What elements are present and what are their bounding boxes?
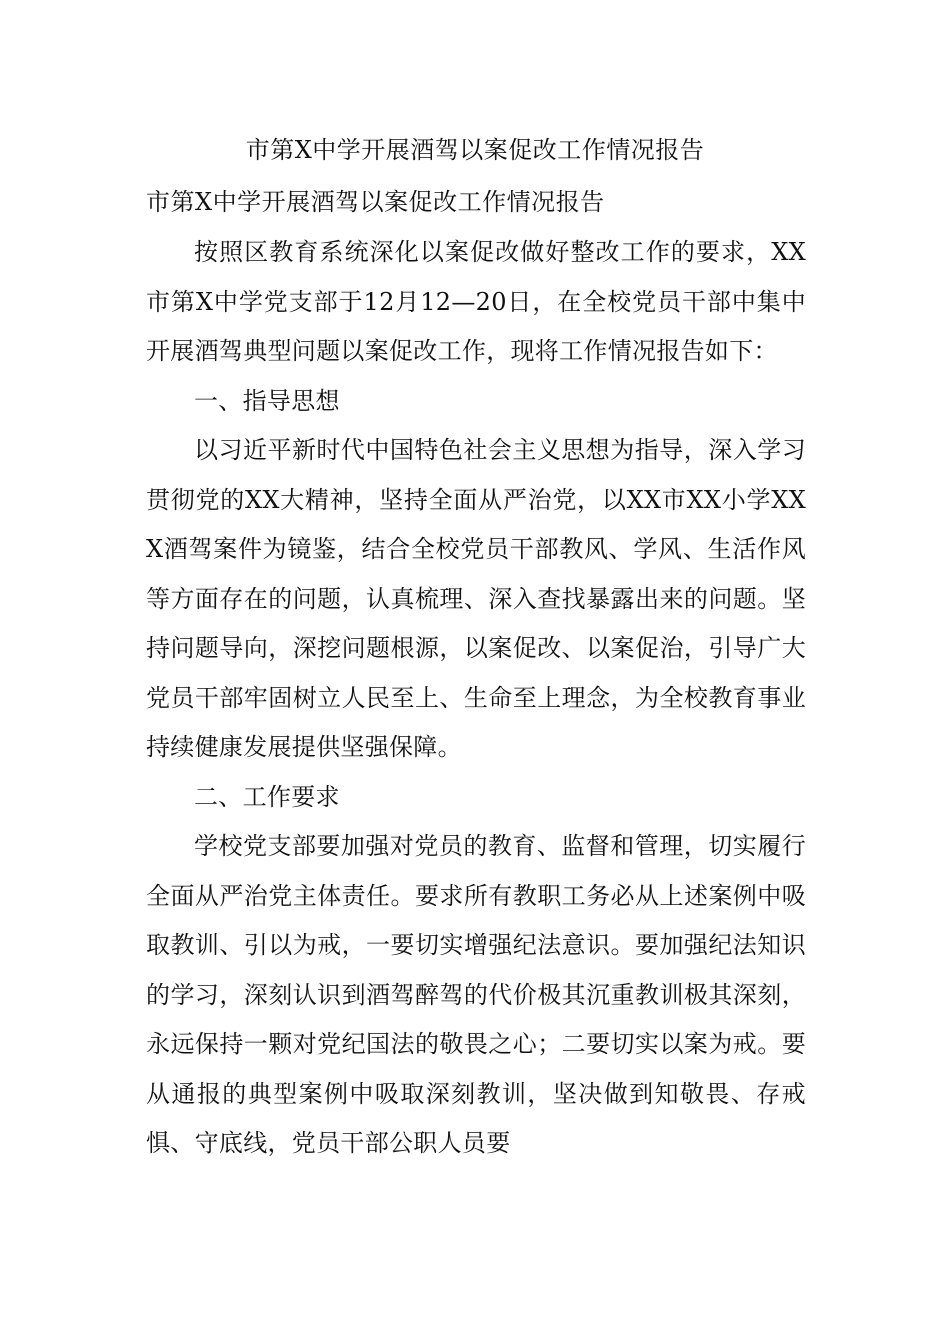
document-body	[146, 228, 806, 1169]
document-subtitle: 市第X中学开展酒驾以案促改工作情况报告	[146, 188, 605, 216]
document-title: 市第X中学开展酒驾以案促改工作情况报告	[245, 136, 705, 164]
section-paragraph-guiding-thought: 以习近平新时代中国特色社会主义思想为指导，深入学习贯彻党的XX大精神，坚持全面从严治党，以XX市XX小学XXX酒驾案件为镜鉴，结合全校党员干部教风、学风、生活作风等方面存在的问题，认真梳理、深入查找暴露出来的问题。坚持问题导向，深挖问题根源，以案促改、以案促治，引导广大党员干部牢固树立人民至上、生命至上理念，为全校教育事业持续健康发展提供坚强保障。	[146, 436, 806, 761]
intro-paragraph: 按照区教育系统深化以案促改做好整改工作的要求，XX市第X中学党支部于12月12—20日，在全校党员干部中集中开展酒驾典型问题以案促改工作，现将工作情况报告如下：	[146, 238, 806, 365]
section-heading-guiding-thought: 一、指导思想	[194, 386, 340, 415]
section-paragraph-work-requirements: 学校党支部要加强对党员的教育、监督和管理，切实履行全面从严治党主体责任。要求所有教职工务必从上述案例中吸取教训、引以为戒，一要切实增强纪法意识。要加强纪法知识的学习，深刻认识到酒驾醉驾的代价极其沉重教训极其深刻，永远保持一颗对党纪国法的敬畏之心；二要切实以案为戒。要从通报的典型案例中吸取深刻教训，坚决做到知敬畏、存戒惧、守底线，党员干部公职人员要	[146, 832, 806, 1157]
section-heading-work-requirements: 二、工作要求	[194, 782, 340, 811]
